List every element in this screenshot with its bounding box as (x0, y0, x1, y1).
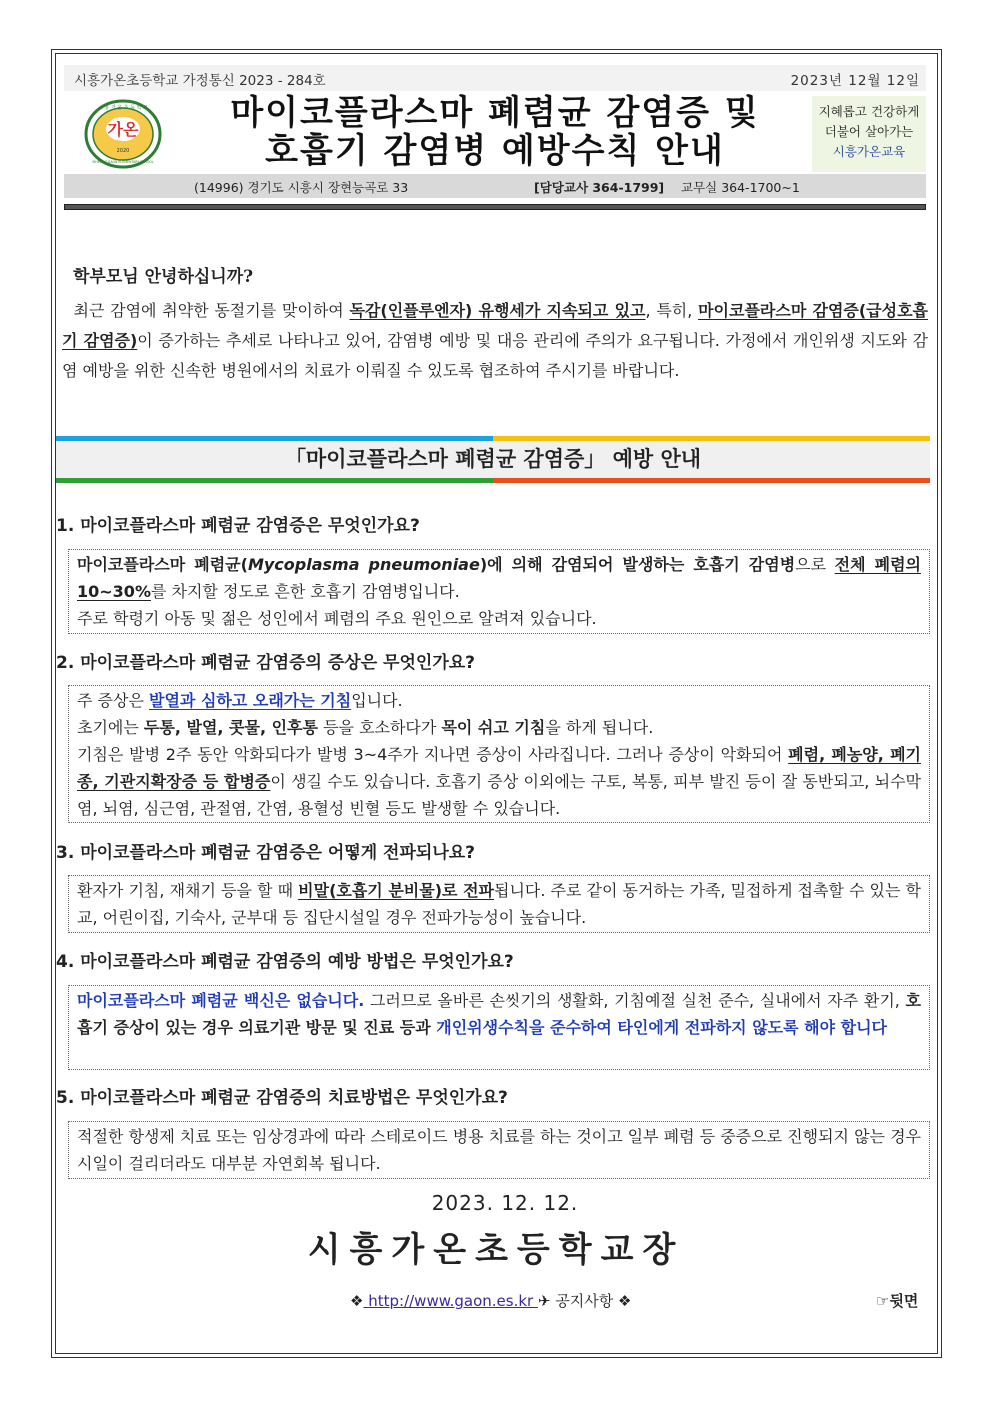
principal-signature: 시흥가온초등학교장 (307, 1230, 685, 1270)
question-5: 5. 마이코플라스마 폐렴균 감염증의 치료방법은 무엇인가요? (56, 1088, 508, 1108)
question-2: 2. 마이코플라스마 폐렴균 감염증의 증상은 무엇인가요? (56, 653, 476, 673)
section-banner (56, 436, 930, 484)
answer-1 (68, 549, 930, 634)
a1-text-1: 으로 (795, 555, 835, 574)
motto-line-1: 지혜롭고 건강하게 (818, 104, 920, 119)
a5-text: 적절한 항생제 치료 또는 임상경과에 따라 스테로이드 병용 치료를 하는 것이고 일부 폐렴 등 중증으로 진행되지 않는 경우 시일이 걸리더라도 대부분 자연회복 됩니다. (77, 1127, 921, 1173)
header-divider (64, 204, 926, 210)
motto-line-2: 더불어 살아가는 (824, 124, 914, 139)
logo-ring-bottom: SIHEUNG GAON ELEMENTARY SCHOOL (92, 160, 154, 164)
logo-ring-top: 시 흥 가 온 초 등 학 교 (98, 105, 148, 111)
address-bar (64, 174, 926, 198)
a2-bold-1: 두통, 발열, 콧물, 인후통 (143, 718, 318, 737)
bullet-icon: ❖ (618, 1292, 632, 1310)
a2-text-3: 초기에는 (77, 718, 144, 737)
title-line-2: 호흡기 감염병 예방수칙 안내 (265, 131, 725, 171)
notice-label[interactable]: 공지사항 (550, 1292, 619, 1310)
a3-text-2: 됩니다. 주로 같이 동거하는 가족, 밀접하게 접촉할 수 있는 학교, 어린이집, 기숙사, 군부대 등 집단시설일 경우 전파가능성이 높습니다. (77, 881, 921, 927)
intro-underline-2: 마이코플라스마 감염증(급성호흡기 감염증) (62, 301, 928, 350)
a2-text-5: 을 하게 됩니다. (545, 718, 654, 737)
banner-title: 「마이코플라스마 폐렴균 감염증」 예방 안내 (56, 441, 930, 478)
intro-paragraph (62, 296, 928, 386)
banner-stripe-green (56, 478, 493, 483)
page-title (180, 94, 810, 170)
a4-no-vaccine: 마이코플라스마 폐렴균 백신은 없습니다. (77, 991, 365, 1010)
a1-line-2: 주로 학령기 아동 및 젊은 성인에서 폐렴의 주요 원인으로 알려져 있습니다. (77, 609, 597, 628)
teacher-contact: [담당교사 364-1799] (534, 180, 665, 195)
school-website-link[interactable]: http://www.gaon.es.kr (363, 1292, 538, 1310)
footer-date: 2023. 12. 12. (431, 1191, 579, 1215)
school-logo (84, 99, 162, 169)
question-1: 1. 마이코플라스마 폐렴균 감염증은 무엇인가요? (56, 516, 420, 536)
a3-transmission: 비말(호흡기 분비물)로 전파 (298, 881, 494, 900)
a4-text-1: 그러므로 올바른 손씻기의 생활화, 기침예절 실천 준수, 실내에서 자주 환기, (364, 991, 906, 1010)
intro-text-3: 이 증가하는 추세로 나타나고 있어, 감염병 예방 및 대응 관리에 주의가 요구됩니다. 가정에서 개인위생 지도와 감염 예방을 위한 신속한 병원에서의 치료가 이뤄질 수 있도록 협조하여 주시기를 바랍니다. (62, 331, 928, 380)
a1-italic: Mycoplasma pneumoniae (247, 555, 480, 574)
school-address: (14996) 경기도 시흥시 장현능곡로 33 (194, 180, 409, 195)
banner-stripe-orange (493, 478, 930, 483)
intro-underline-1: 독감(인플루엔자) 유행세가 지속되고 있고 (349, 301, 646, 320)
a1-bold-1: 마이코플라스마 폐렴균( (77, 555, 248, 574)
a2-complications: 폐렴, 폐농양, 폐기종, 기관지확장증 등 합병증 (77, 745, 921, 791)
logo-year: 2020 (116, 148, 130, 154)
question-4: 4. 마이코플라스마 폐렴균 감염증의 예방 방법은 무엇인가요? (56, 952, 514, 972)
question-3: 3. 마이코플라스마 폐렴균 감염증은 어떻게 전파되나요? (56, 843, 476, 863)
a2-text-1: 주 증상은 (77, 691, 149, 710)
a1-text-2: 를 차지할 정도로 흔한 호흡기 감염병입니다. (150, 582, 460, 601)
title-line-1: 마이코플라스마 폐렴균 감염증 및 (230, 93, 760, 133)
greeting: 학부모님 안녕하십니까? (73, 267, 254, 287)
intro-text-2: , 특히, (645, 301, 699, 320)
motto-box (812, 96, 926, 172)
a2-blue-highlight: 발열과 심하고 오래가는 기침 (149, 691, 352, 710)
next-page-indicator: ☞뒷면 (876, 1292, 919, 1310)
answer-5 (68, 1121, 930, 1179)
a3-text-1: 환자가 기침, 재채기 등을 할 때 (77, 881, 299, 900)
answer-3 (68, 875, 930, 933)
issue-number: 시흥가온초등학교 가정통신 2023 - 284호 (74, 73, 326, 89)
a2-text-4: 등을 호소하다가 (317, 718, 442, 737)
answer-2 (68, 685, 930, 823)
bullet-icon: ❖ (350, 1292, 364, 1310)
intro-text-1: 최근 감염에 취약한 동절기를 맞이하여 (73, 301, 350, 320)
airplane-icon: ✈ (537, 1292, 551, 1310)
motto-line-3: 시흥가온교육 (832, 144, 906, 159)
answer-4 (68, 985, 930, 1070)
a4-bold: 호흡기 증상이 있는 경우 의료기관 방문 및 진료 등과 (77, 991, 921, 1037)
a4-hygiene: 개인위생수칙을 준수하여 타인에게 전파하지 않도록 해야 합니다 (436, 1018, 888, 1037)
footer-links (350, 1290, 632, 1311)
a2-text-2: 입니다. (351, 691, 403, 710)
a2-text-7: 이 생길 수도 있습니다. 호흡기 증상 이외에는 구토, 복통, 피부 발진 등이 잘 동반되고, 뇌수막염, 뇌염, 심근염, 관절염, 간염, 용혈성 빈혈 등도 발생할 수 있습니다. (77, 772, 921, 818)
header-bar (64, 65, 926, 91)
a2-bold-2: 목이 쉬고 기침 (441, 718, 546, 737)
a1-underline: 전체 폐렴의 10~30% (77, 555, 921, 601)
office-contact: 교무실 364-1700~1 (681, 180, 800, 195)
issue-date: 2023년 12월 12일 (790, 73, 920, 89)
a1-bold-2: )에 의해 감염되어 발생하는 호흡기 감염병 (479, 555, 796, 574)
a2-text-6: 기침은 발병 2주 동안 악화되다가 발병 3~4주가 지나면 증상이 사라집니다. 그러나 증상이 악화되어 (77, 745, 789, 764)
logo-text: 가온 (107, 120, 139, 139)
